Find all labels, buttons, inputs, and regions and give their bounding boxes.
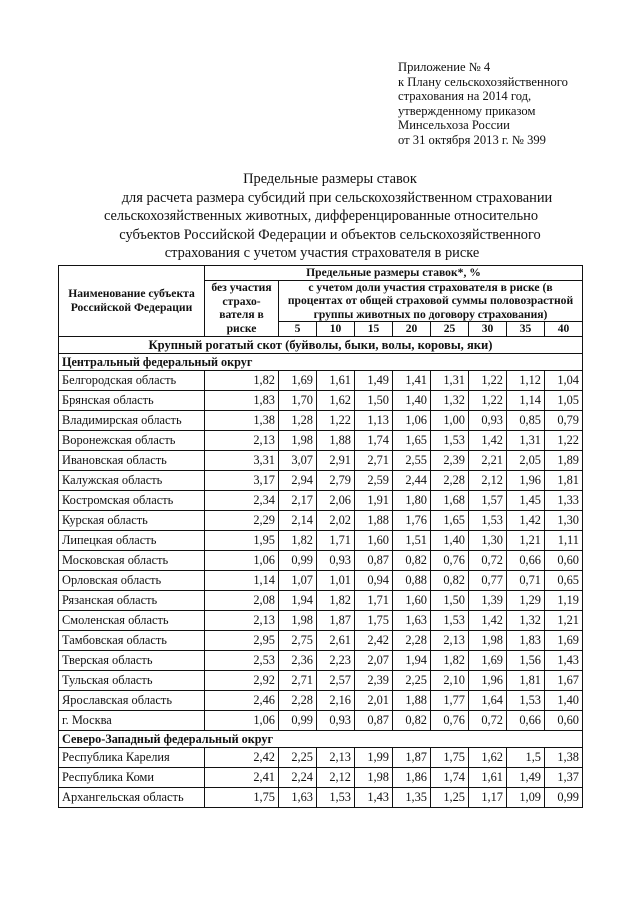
title-line: субъектов Российской Федерации и объектов сельскохозяйственного xyxy=(119,226,541,243)
rate-value: 0,93 xyxy=(469,410,507,430)
rate-value: 1,30 xyxy=(469,530,507,550)
rate-value: 2,42 xyxy=(205,747,279,767)
rate-value: 1,51 xyxy=(393,530,431,550)
rate-value: 1,40 xyxy=(431,530,469,550)
region-name: Орловская область xyxy=(59,570,205,590)
rate-value: 1,82 xyxy=(317,590,355,610)
table-row xyxy=(59,390,583,410)
rate-value: 2,28 xyxy=(431,470,469,490)
rate-value: 1,81 xyxy=(545,470,583,490)
rate-value: 3,17 xyxy=(205,470,279,490)
rate-value: 1,05 xyxy=(545,390,583,410)
rate-value: 2,21 xyxy=(469,450,507,470)
rate-value: 1,96 xyxy=(507,470,545,490)
rate-value: 0,79 xyxy=(545,410,583,430)
rate-value: 1,12 xyxy=(507,370,545,390)
rate-value: 1,98 xyxy=(279,610,317,630)
rate-value: 1,60 xyxy=(393,590,431,610)
rate-value: 0,87 xyxy=(355,710,393,730)
rate-value: 1,29 xyxy=(507,590,545,610)
rate-value: 1,82 xyxy=(431,650,469,670)
rate-value: 1,62 xyxy=(469,747,507,767)
rate-value: 2,13 xyxy=(317,747,355,767)
rate-value: 2,12 xyxy=(469,470,507,490)
rate-value: 1,88 xyxy=(317,430,355,450)
table-row xyxy=(59,710,583,730)
rate-value: 0,88 xyxy=(393,570,431,590)
rate-value: 2,23 xyxy=(317,650,355,670)
rate-value: 1,70 xyxy=(279,390,317,410)
rate-value: 2,39 xyxy=(355,670,393,690)
header-share: 20 xyxy=(393,322,431,337)
rate-value: 0,77 xyxy=(469,570,507,590)
rate-value: 1,88 xyxy=(355,510,393,530)
header-share: 10 xyxy=(317,322,355,337)
rate-value: 2,34 xyxy=(205,490,279,510)
rate-value: 2,05 xyxy=(507,450,545,470)
appendix-line: утвержденному приказом xyxy=(398,103,536,118)
rate-value: 2,01 xyxy=(355,690,393,710)
rate-value: 3,07 xyxy=(279,450,317,470)
table-row xyxy=(59,550,583,570)
rate-value: 0,72 xyxy=(469,550,507,570)
table-row xyxy=(59,650,583,670)
appendix-line: Минсельхоза России xyxy=(398,118,510,133)
rate-value: 2,36 xyxy=(279,650,317,670)
table-row xyxy=(59,690,583,710)
region-name: Брянская область xyxy=(59,390,205,410)
header-no-participation: без участия страхо-вателя в риске xyxy=(205,280,279,336)
rate-value: 1,43 xyxy=(355,787,393,807)
rate-value: 1,99 xyxy=(355,747,393,767)
region-name: Калужская область xyxy=(59,470,205,490)
rate-value: 1,42 xyxy=(469,610,507,630)
rate-value: 0,82 xyxy=(393,550,431,570)
rate-value: 2,39 xyxy=(431,450,469,470)
rate-value: 1,22 xyxy=(317,410,355,430)
rate-value: 1,80 xyxy=(393,490,431,510)
rate-value: 1,35 xyxy=(393,787,431,807)
rate-value: 2,61 xyxy=(317,630,355,650)
header-subject: Наименование субъекта Российской Федерации xyxy=(59,266,205,337)
rate-value: 1,98 xyxy=(279,430,317,450)
appendix-line: от 31 октября 2013 г. № 399 xyxy=(398,132,546,147)
rate-value: 2,02 xyxy=(317,510,355,530)
table-row xyxy=(59,510,583,530)
rate-value: 1,53 xyxy=(317,787,355,807)
rate-value: 1,63 xyxy=(279,787,317,807)
rate-value: 1,86 xyxy=(393,767,431,787)
rate-value: 2,95 xyxy=(205,630,279,650)
header-share: 40 xyxy=(545,322,583,337)
rate-value: 1,33 xyxy=(545,490,583,510)
rate-value: 1,83 xyxy=(507,630,545,650)
region-name: Республика Карелия xyxy=(59,747,205,767)
rate-value: 2,59 xyxy=(355,470,393,490)
rate-value: 2,25 xyxy=(279,747,317,767)
rate-value: 1,37 xyxy=(545,767,583,787)
rate-value: 2,91 xyxy=(317,450,355,470)
rate-value: 1,74 xyxy=(431,767,469,787)
rate-value: 1,14 xyxy=(205,570,279,590)
rate-value: 1,67 xyxy=(545,670,583,690)
rate-value: 1,82 xyxy=(279,530,317,550)
rate-value: 1,42 xyxy=(469,430,507,450)
rate-value: 2,12 xyxy=(317,767,355,787)
rate-value: 0,93 xyxy=(317,710,355,730)
region-name: Костромская область xyxy=(59,490,205,510)
rate-value: 2,41 xyxy=(205,767,279,787)
region-name: Воронежская область xyxy=(59,430,205,450)
rate-value: 1,21 xyxy=(545,610,583,630)
table-row xyxy=(59,490,583,510)
rate-value: 2,28 xyxy=(279,690,317,710)
document-title xyxy=(0,170,640,263)
rate-value: 1,94 xyxy=(393,650,431,670)
rate-value: 1,65 xyxy=(393,430,431,450)
appendix-block xyxy=(398,60,568,148)
rate-value: 1,50 xyxy=(355,390,393,410)
rate-value: 1,75 xyxy=(205,787,279,807)
rate-value: 1,62 xyxy=(317,390,355,410)
rate-value: 1,64 xyxy=(469,690,507,710)
rate-value: 1,38 xyxy=(545,747,583,767)
table-row xyxy=(59,430,583,450)
rate-value: 2,71 xyxy=(355,450,393,470)
rate-value: 1,06 xyxy=(393,410,431,430)
rate-value: 1,91 xyxy=(355,490,393,510)
rate-value: 1,96 xyxy=(469,670,507,690)
rate-value: 1,63 xyxy=(393,610,431,630)
rate-value: 1,39 xyxy=(469,590,507,610)
rate-value: 1,57 xyxy=(469,490,507,510)
table-row xyxy=(59,410,583,430)
header-share: 35 xyxy=(507,322,545,337)
region-name: Тамбовская область xyxy=(59,630,205,650)
rate-value: 1,21 xyxy=(507,530,545,550)
rate-value: 2,55 xyxy=(393,450,431,470)
rate-value: 1,41 xyxy=(393,370,431,390)
rate-value: 0,60 xyxy=(545,710,583,730)
rate-value: 1,60 xyxy=(355,530,393,550)
rate-value: 1,75 xyxy=(355,610,393,630)
table-row xyxy=(59,767,583,787)
header-share: 5 xyxy=(279,322,317,337)
rate-value: 2,29 xyxy=(205,510,279,530)
rate-value: 0,76 xyxy=(431,710,469,730)
rate-value: 2,75 xyxy=(279,630,317,650)
rate-value: 1,77 xyxy=(431,690,469,710)
table-row xyxy=(59,530,583,550)
table-row xyxy=(59,590,583,610)
rate-value: 0,87 xyxy=(355,550,393,570)
region-name: Московская область xyxy=(59,550,205,570)
rate-value: 2,94 xyxy=(279,470,317,490)
rate-value: 3,31 xyxy=(205,450,279,470)
title-line: страхования с учетом участия страхователя в риске xyxy=(164,245,480,262)
rate-value: 1,14 xyxy=(507,390,545,410)
table-row xyxy=(59,787,583,807)
rate-value: 1,89 xyxy=(545,450,583,470)
rate-value: 1,13 xyxy=(355,410,393,430)
rate-value: 0,99 xyxy=(279,550,317,570)
rate-value: 0,93 xyxy=(317,550,355,570)
rate-value: 2,92 xyxy=(205,670,279,690)
rate-value: 1,87 xyxy=(317,610,355,630)
title-line: для расчета размера субсидий при сельскохозяйственном страховании xyxy=(121,189,553,206)
rate-value: 2,17 xyxy=(279,490,317,510)
rate-value: 0,66 xyxy=(507,550,545,570)
rate-value: 0,65 xyxy=(545,570,583,590)
rate-value: 1,22 xyxy=(545,430,583,450)
region-name: Тульская область xyxy=(59,670,205,690)
table-row xyxy=(59,610,583,630)
rate-value: 1,74 xyxy=(355,430,393,450)
rate-value: 2,24 xyxy=(279,767,317,787)
rate-value: 1,45 xyxy=(507,490,545,510)
header-max-rates: Предельные размеры ставок*, % xyxy=(205,266,583,281)
rate-value: 1,22 xyxy=(469,390,507,410)
rate-value: 2,44 xyxy=(393,470,431,490)
table-row xyxy=(59,470,583,490)
rate-value: 0,94 xyxy=(355,570,393,590)
rate-value: 1,50 xyxy=(431,590,469,610)
rate-value: 1,30 xyxy=(545,510,583,530)
rate-value: 1,06 xyxy=(205,550,279,570)
rate-value: 1,32 xyxy=(431,390,469,410)
region-name: Липецкая область xyxy=(59,530,205,550)
rate-value: 2,46 xyxy=(205,690,279,710)
rate-value: 1,32 xyxy=(507,610,545,630)
region-name: Ярославская область xyxy=(59,690,205,710)
rate-value: 0,99 xyxy=(279,710,317,730)
region-name: г. Москва xyxy=(59,710,205,730)
rate-value: 1,65 xyxy=(431,510,469,530)
rate-value: 2,07 xyxy=(355,650,393,670)
rate-value: 0,60 xyxy=(545,550,583,570)
rate-value: 1,38 xyxy=(205,410,279,430)
rate-value: 1,98 xyxy=(469,630,507,650)
rate-value: 0,99 xyxy=(545,787,583,807)
rate-value: 1,53 xyxy=(431,610,469,630)
region-name: Белгородская область xyxy=(59,370,205,390)
rate-value: 1,19 xyxy=(545,590,583,610)
rate-value: 1,53 xyxy=(431,430,469,450)
rate-value: 2,16 xyxy=(317,690,355,710)
table-row xyxy=(59,370,583,390)
rate-value: 2,14 xyxy=(279,510,317,530)
rate-value: 1,25 xyxy=(431,787,469,807)
table-row xyxy=(59,570,583,590)
rate-value: 0,82 xyxy=(431,570,469,590)
rate-value: 2,08 xyxy=(205,590,279,610)
table-row xyxy=(59,747,583,767)
rate-value: 1,49 xyxy=(507,767,545,787)
rate-value: 1,40 xyxy=(393,390,431,410)
rate-value: 1,11 xyxy=(545,530,583,550)
region-name: Ивановская область xyxy=(59,450,205,470)
rate-value: 1,56 xyxy=(507,650,545,670)
rate-value: 2,42 xyxy=(355,630,393,650)
rate-value: 1,53 xyxy=(507,690,545,710)
rate-value: 2,13 xyxy=(431,630,469,650)
rate-value: 1,83 xyxy=(205,390,279,410)
rate-value: 0,71 xyxy=(507,570,545,590)
rate-value: 1,07 xyxy=(279,570,317,590)
rate-value: 1,69 xyxy=(545,630,583,650)
rate-value: 2,25 xyxy=(393,670,431,690)
rate-value: 1,69 xyxy=(279,370,317,390)
region-name: Смоленская область xyxy=(59,610,205,630)
rate-value: 0,72 xyxy=(469,710,507,730)
rates-table xyxy=(58,265,583,808)
rate-value: 0,66 xyxy=(507,710,545,730)
rate-value: 1,17 xyxy=(469,787,507,807)
rate-value: 1,31 xyxy=(507,430,545,450)
rate-value: 1,71 xyxy=(317,530,355,550)
rate-value: 1,68 xyxy=(431,490,469,510)
rate-value: 0,85 xyxy=(507,410,545,430)
rate-value: 1,61 xyxy=(317,370,355,390)
rate-value: 1,01 xyxy=(317,570,355,590)
header-with-participation: с учетом доли участия страхователя в риске (в процентах от общей страховой суммы половозрастной группы животных по договору страхования) xyxy=(279,280,583,322)
rate-value: 1,69 xyxy=(469,650,507,670)
rate-value: 1,82 xyxy=(205,370,279,390)
title-line: сельскохозяйственных животных, дифференцированные относительно xyxy=(103,208,539,225)
rate-value: 1,53 xyxy=(469,510,507,530)
appendix-line: страхования на 2014 год, xyxy=(398,89,532,104)
rate-value: 2,53 xyxy=(205,650,279,670)
rate-value: 1,98 xyxy=(355,767,393,787)
title-line: Предельные размеры ставок xyxy=(243,171,417,187)
rate-value: 1,06 xyxy=(205,710,279,730)
rate-value: 2,57 xyxy=(317,670,355,690)
rate-value: 1,76 xyxy=(393,510,431,530)
header-share: 30 xyxy=(469,322,507,337)
section-heading: Северо-Западный федеральный округ xyxy=(59,730,583,747)
rate-value: 1,22 xyxy=(469,370,507,390)
table-row xyxy=(59,630,583,650)
rate-value: 2,79 xyxy=(317,470,355,490)
rate-value: 1,95 xyxy=(205,530,279,550)
rate-value: 1,40 xyxy=(545,690,583,710)
rate-value: 1,81 xyxy=(507,670,545,690)
rate-value: 1,94 xyxy=(279,590,317,610)
header-share: 25 xyxy=(431,322,469,337)
rate-value: 1,71 xyxy=(355,590,393,610)
region-name: Рязанская область xyxy=(59,590,205,610)
region-name: Курская область xyxy=(59,510,205,530)
region-name: Владимирская область xyxy=(59,410,205,430)
rate-value: 0,82 xyxy=(393,710,431,730)
table-row xyxy=(59,450,583,470)
rate-value: 1,31 xyxy=(431,370,469,390)
rate-value: 0,76 xyxy=(431,550,469,570)
rate-value: 1,43 xyxy=(545,650,583,670)
rate-value: 2,10 xyxy=(431,670,469,690)
rate-value: 2,13 xyxy=(205,430,279,450)
rate-value: 2,13 xyxy=(205,610,279,630)
rate-value: 1,04 xyxy=(545,370,583,390)
region-name: Тверская область xyxy=(59,650,205,670)
region-name: Республика Коми xyxy=(59,767,205,787)
rate-value: 1,61 xyxy=(469,767,507,787)
header-share: 15 xyxy=(355,322,393,337)
appendix-line: Приложение № 4 xyxy=(398,60,491,74)
rate-value: 1,28 xyxy=(279,410,317,430)
appendix-line: к Плану сельскохозяйственного xyxy=(398,74,568,89)
rate-value: 1,49 xyxy=(355,370,393,390)
rate-value: 1,09 xyxy=(507,787,545,807)
group-heading: Крупный рогатый скот (буйволы, быки, волы, коровы, яки) xyxy=(59,336,583,353)
rate-value: 1,42 xyxy=(507,510,545,530)
rate-value: 1,87 xyxy=(393,747,431,767)
rate-value: 2,71 xyxy=(279,670,317,690)
rate-value: 1,75 xyxy=(431,747,469,767)
section-heading: Центральный федеральный округ xyxy=(59,353,583,370)
rate-value: 2,06 xyxy=(317,490,355,510)
rate-value: 1,00 xyxy=(431,410,469,430)
rate-value: 2,28 xyxy=(393,630,431,650)
table-row xyxy=(59,670,583,690)
region-name: Архангельская область xyxy=(59,787,205,807)
rate-value: 1,5 xyxy=(507,747,545,767)
rate-value: 1,88 xyxy=(393,690,431,710)
